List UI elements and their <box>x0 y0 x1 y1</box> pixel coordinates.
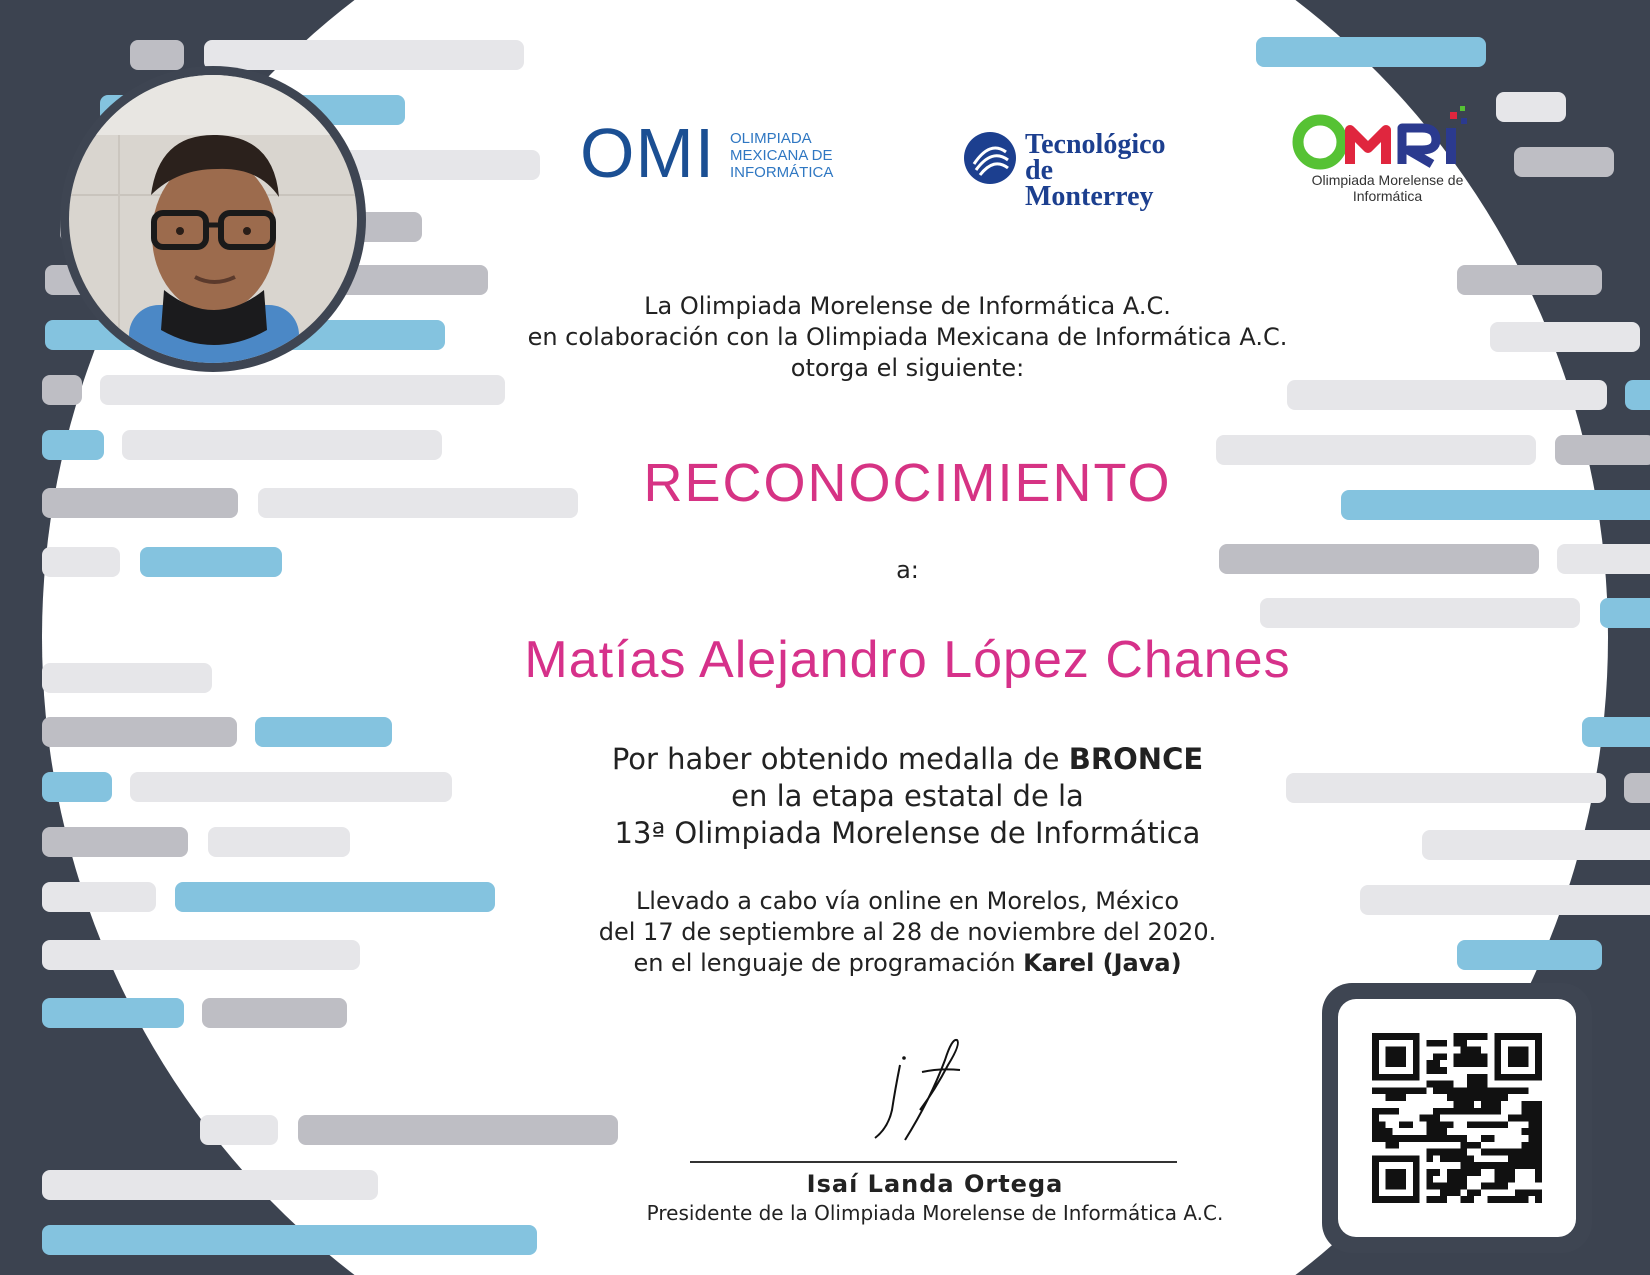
omi-subtitle-line: OLIMPIADA <box>730 130 812 147</box>
reason-line: 13ª Olimpiada Morelense de Informática <box>614 816 1201 850</box>
details-line: del 17 de septiembre al 28 de noviembre del 2020. <box>598 918 1217 946</box>
signer-name: Isaí Landa Ortega <box>806 1170 1064 1198</box>
programming-language: Karel (Java) <box>1023 949 1182 977</box>
omri-caption-line: Olimpiada Morelense de <box>1311 172 1464 188</box>
tec-name-line: Tecnológico <box>1025 129 1166 160</box>
omi-subtitle-line: MEXICANA DE <box>730 147 833 164</box>
recipient-name: Matías Alejandro López Chanes <box>524 631 1291 689</box>
intro-line: La Olimpiada Morelense de Informática A.C. <box>644 292 1171 320</box>
intro-line: en colaboración con la Olimpiada Mexicana de Informática A.C. <box>527 323 1288 351</box>
omri-logo <box>1290 104 1485 208</box>
omi-logo-mark: OMI <box>580 114 716 192</box>
omi-logo <box>580 114 860 198</box>
details-line: en el lenguaje de programación <box>633 949 1016 977</box>
tec-seal-icon <box>962 130 1018 186</box>
signature-line <box>690 1161 1177 1163</box>
tec-logo <box>962 128 1187 212</box>
omri-caption-line: Informática <box>1352 188 1423 204</box>
preposition: a: <box>896 556 919 584</box>
details-line: Llevado a cabo vía online en Morelos, México <box>635 887 1180 915</box>
intro-line: otorga el siguiente: <box>790 354 1025 382</box>
omri-logo-mark-icon <box>1290 104 1485 174</box>
intro-text <box>300 291 1515 384</box>
signer-role: Presidente de la Olimpiada Morelense de Informática A.C. <box>646 1201 1224 1225</box>
medal-type: BRONCE <box>1068 742 1204 776</box>
award-reason <box>300 741 1515 852</box>
signature-mark <box>860 1010 1000 1150</box>
certificate-title: RECONOCIMIENTO <box>643 453 1172 513</box>
omi-subtitle-line: INFORMÁTICA <box>730 164 834 181</box>
qr-code[interactable] <box>1372 1033 1542 1203</box>
tec-name-line: de Monterrey <box>1025 155 1154 212</box>
reason-line: en la etapa estatal de la <box>731 779 1084 813</box>
reason-line: Por haber obtenido medalla de <box>611 742 1060 776</box>
event-details <box>300 886 1515 979</box>
qr-code-frame <box>1322 983 1592 1253</box>
